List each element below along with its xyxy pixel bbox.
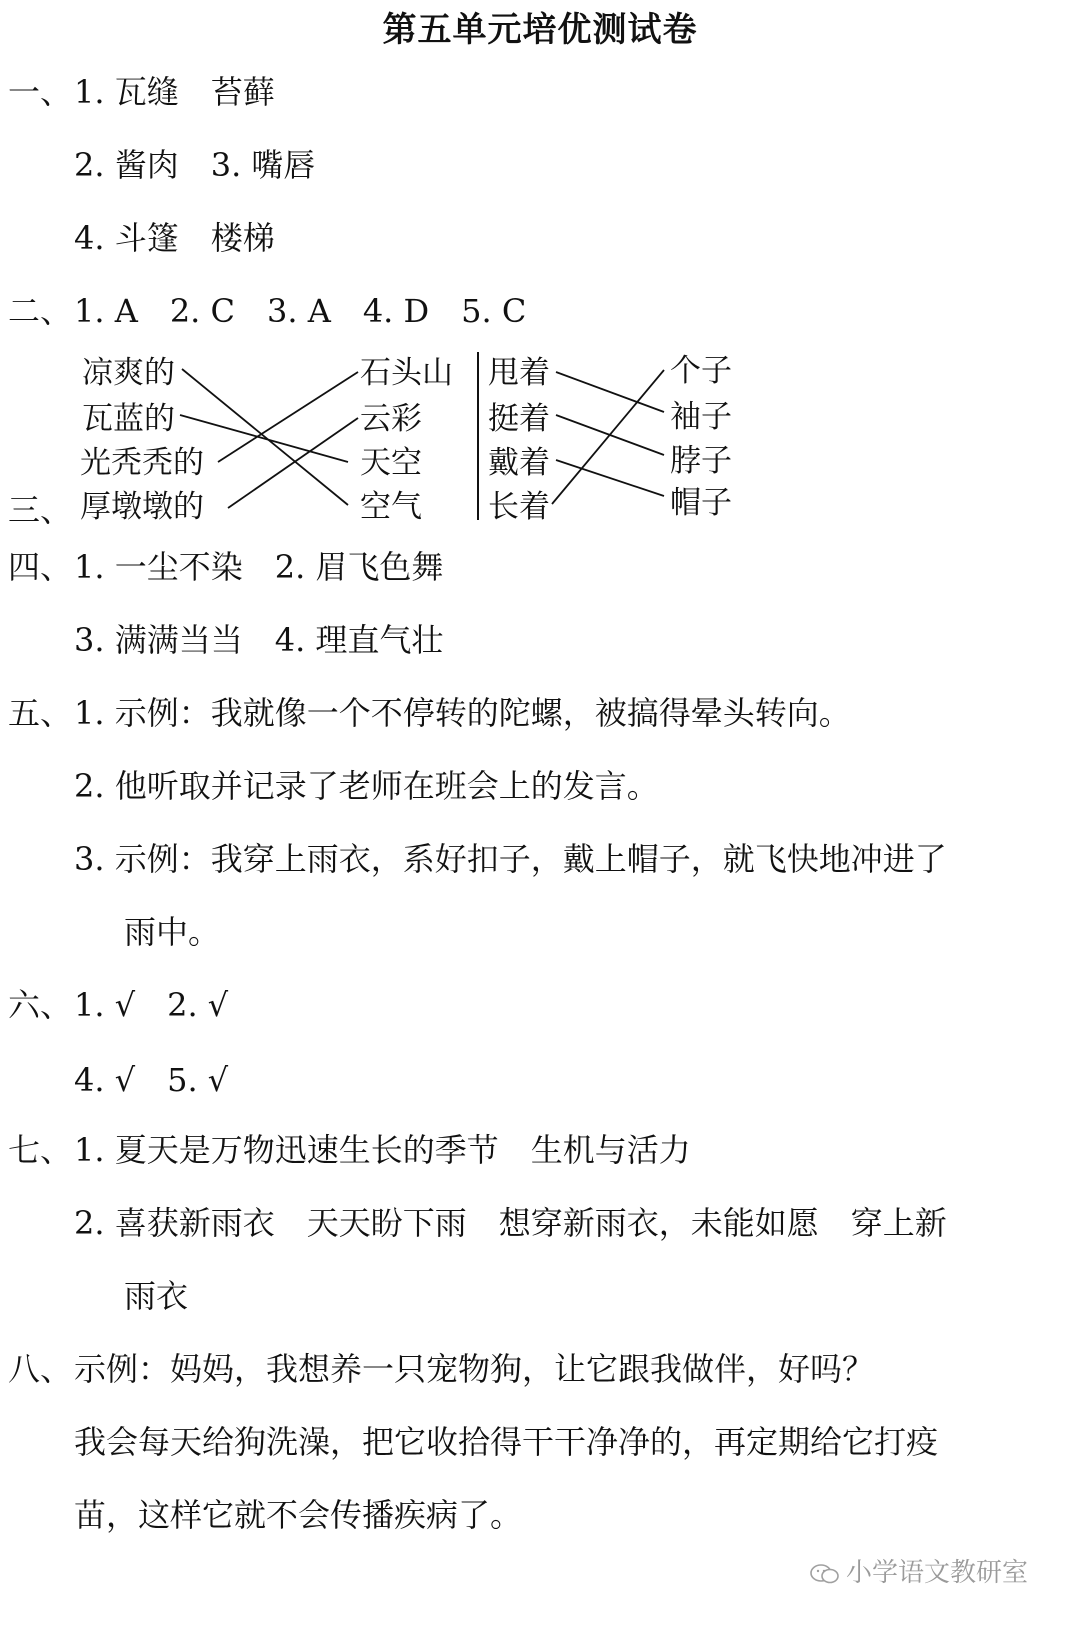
section-5-line-2: 2. 他听取并记录了老师在班会上的发言。 xyxy=(74,767,659,805)
section-5-line-1: 1. 示例：我就像一个不停转的陀螺，被搞得晕头转向。 xyxy=(74,694,851,732)
match-line-a-4 xyxy=(228,418,358,508)
match-right-a-3: 天空 xyxy=(360,445,422,481)
match-line-a-3 xyxy=(218,372,358,462)
section-4-line-1: 1. 一尘不染 2. 眉飞色舞 xyxy=(74,548,444,586)
match-left-b-4: 长着 xyxy=(488,489,550,525)
section-5-line-4: 雨中。 xyxy=(124,913,221,951)
section-6-line-2: 4. √ 5. √ xyxy=(74,1061,229,1099)
match-right-b-4: 帽子 xyxy=(670,485,732,521)
match-right-a-4: 空气 xyxy=(360,489,422,525)
match-line-a-1 xyxy=(182,369,348,505)
section-7-line-2: 2. 喜获新雨衣 天天盼下雨 想穿新雨衣，未能如愿 穿上新 xyxy=(74,1204,947,1242)
section-5-line-3: 3. 示例：我穿上雨衣，系好扣子，戴上帽子，就飞快地冲进了 xyxy=(74,840,947,878)
wechat-icon xyxy=(810,1563,840,1585)
section-4-label: 四、 xyxy=(8,548,73,586)
section-3-label: 三、 xyxy=(8,491,73,529)
section-8-line-2: 我会每天给狗洗澡，把它收拾得干干净净的，再定期给它打疫 xyxy=(74,1423,939,1461)
match-right-a-2: 云彩 xyxy=(360,401,422,437)
section-2-label: 二、 xyxy=(8,292,73,330)
section-1-label: 一、 xyxy=(8,73,73,111)
match-line-a-2 xyxy=(180,415,348,462)
section-4-line-2: 3. 满满当当 4. 理直气壮 xyxy=(74,621,444,659)
match-left-b-1: 甩着 xyxy=(488,355,550,391)
section-6-line-1: 1. √ 2. √ xyxy=(74,986,229,1024)
section-8-line-3: 苗，这样它就不会传播疾病了。 xyxy=(74,1496,523,1534)
match-left-a-2: 瓦蓝的 xyxy=(82,401,175,437)
match-left-b-3: 戴着 xyxy=(488,445,550,481)
match-right-b-3: 脖子 xyxy=(670,443,732,479)
match-left-a-1: 凉爽的 xyxy=(82,355,175,391)
watermark xyxy=(810,1552,1028,1589)
match-right-b-1: 个子 xyxy=(670,353,732,389)
matching-diagram xyxy=(0,0,1080,540)
match-left-b-2: 挺着 xyxy=(488,401,550,437)
match-left-a-3: 光秃秃的 xyxy=(80,445,204,481)
match-right-b-2: 袖子 xyxy=(670,399,732,435)
match-line-b-3 xyxy=(556,460,664,496)
section-7-line-1: 1. 夏天是万物迅速生长的季节 生机与活力 xyxy=(74,1131,691,1169)
section-7-label: 七、 xyxy=(8,1131,73,1169)
section-6-label: 六、 xyxy=(8,986,73,1024)
page-title: 第五单元培优测试卷 xyxy=(382,10,698,50)
section-2-answers: 1. A 2. C 3. A 4. D 5. C xyxy=(74,292,527,330)
match-left-a-4: 厚墩墩的 xyxy=(80,489,204,525)
match-right-a-1: 石头山 xyxy=(360,355,453,391)
watermark-text: 小学语文教研室 xyxy=(846,1558,1029,1588)
section-5-label: 五、 xyxy=(8,694,73,732)
section-8-line-1: 示例：妈妈，我想养一只宠物狗，让它跟我做伴，好吗？ xyxy=(74,1350,875,1388)
section-7-line-3: 雨衣 xyxy=(124,1277,189,1315)
section-1-line-3: 4. 斗篷 楼梯 xyxy=(74,219,275,257)
section-1-line-2: 2. 酱肉 3. 嘴唇 xyxy=(74,146,316,184)
section-8-label: 八、 xyxy=(8,1350,73,1388)
section-1-line-1: 1. 瓦缝 苔藓 xyxy=(74,73,275,111)
match-line-b-1 xyxy=(556,372,664,412)
match-line-b-4 xyxy=(552,370,664,504)
